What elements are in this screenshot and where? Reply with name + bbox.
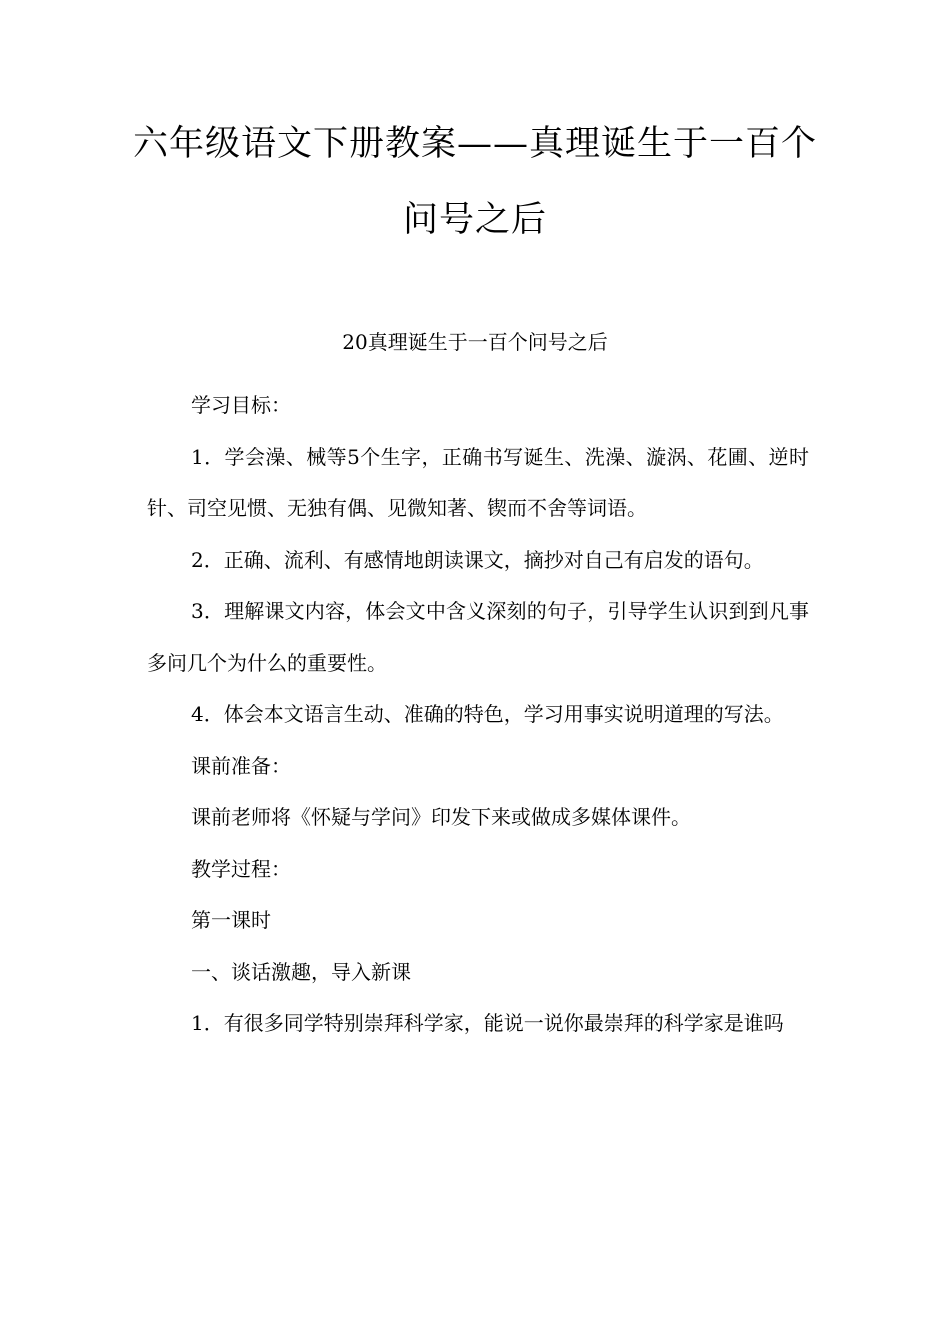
section-heading-process: 教学过程：	[191, 856, 291, 881]
objective-item-3: 3．理解课文内容，体会文中含义深刻的句子，引导学生认识到到凡事多问几个为什么的重要性。	[147, 599, 809, 675]
objective-item-4: 4．体会本文语言生动、准确的特色，学习用事实说明道理的写法。	[191, 702, 784, 726]
section-heading-objectives: 学习目标：	[191, 393, 291, 417]
preparation-text: 课前老师将《怀疑与学问》印发下来或做成多媒体课件。	[191, 805, 691, 829]
document-body	[147, 380, 809, 1050]
objective-item-1: 1．学会澡、械等5个生字，正确书写诞生、洗澡、漩涡、花圃、逆时针、司空见惯、无独有偶、见微知著、锲而不舍等词语。	[147, 444, 809, 520]
document-title-line-1: 六年级语文下册教案——真理诞生于一百个	[132, 124, 817, 164]
objective-item-2: 2．正确、流利、有感情地朗读课文，摘抄对自己有启发的语句。	[191, 547, 764, 572]
lesson-period-heading: 第一课时	[191, 908, 271, 932]
lesson-heading: 20真理诞生于一百个问号之后	[342, 330, 608, 354]
step-heading-intro: 一、谈话激趣，导入新课	[191, 959, 411, 984]
document-title-line-2: 问号之后	[402, 200, 547, 240]
section-heading-preparation: 课前准备：	[191, 753, 291, 778]
step-item-1: 1．有很多同学特别崇拜科学家，能说一说你最崇拜的科学家是谁吗	[191, 1011, 784, 1035]
